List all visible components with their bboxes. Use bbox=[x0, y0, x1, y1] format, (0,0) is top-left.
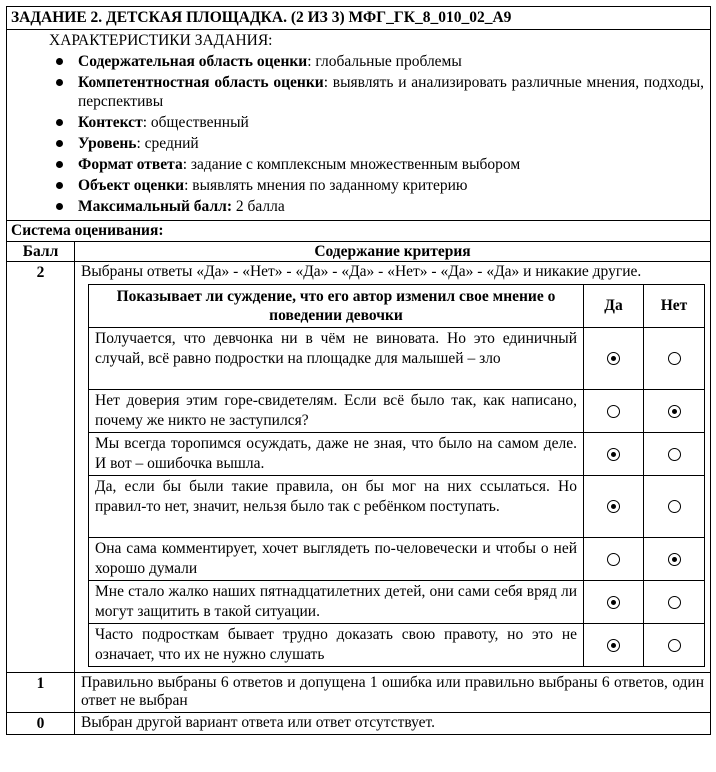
statement-text: Получается, что девчонка ни в чём не виновата. Но это единичный случай, всё равно подростки на площадке для малышей – зло bbox=[89, 328, 584, 390]
score-value: 0 bbox=[7, 713, 75, 735]
radio-no[interactable] bbox=[668, 352, 681, 365]
criterion-text: Выбран другой вариант ответа или ответ отсутствует. bbox=[75, 713, 711, 735]
characteristic-separator: : bbox=[184, 177, 189, 194]
answer-row bbox=[89, 433, 705, 476]
answer-row bbox=[89, 581, 705, 624]
characteristic-item bbox=[49, 134, 704, 153]
radio-no[interactable] bbox=[668, 596, 681, 609]
statement-text: Мы всегда торопимся осуждать, даже не зная, что было на самом деле. И вот – ошибочка вышла. bbox=[89, 433, 584, 476]
no-column-header: Нет bbox=[644, 285, 705, 328]
characteristic-label: Содержательная область оценки bbox=[78, 53, 308, 70]
characteristic-item bbox=[49, 73, 704, 111]
characteristic-label: Объект оценки bbox=[78, 177, 185, 194]
statement-text: Она сама комментирует, хочет выглядеть по-человечески и чтобы о ней хорошо думали bbox=[89, 538, 584, 581]
answer-yes-cell bbox=[584, 538, 644, 581]
answer-table-header: Показывает ли суждение, что его автор изменил свое мнение о поведении девочки bbox=[89, 285, 584, 328]
answer-no-cell bbox=[644, 538, 705, 581]
characteristic-value: 2 балла bbox=[232, 198, 285, 215]
characteristics-list bbox=[49, 52, 704, 216]
radio-yes-selected[interactable] bbox=[607, 639, 620, 652]
characteristic-separator: : bbox=[142, 114, 147, 131]
characteristic-value: средний bbox=[140, 135, 199, 152]
radio-no[interactable] bbox=[668, 639, 681, 652]
answer-no-cell bbox=[644, 390, 705, 433]
criterion-text: Выбраны ответы «Да» - «Нет» - «Да» - «Да» - «Нет» - «Да» - «Да» и никакие другие. bbox=[81, 263, 642, 280]
radio-no[interactable] bbox=[668, 500, 681, 513]
characteristic-item bbox=[49, 52, 704, 71]
answer-row bbox=[89, 538, 705, 581]
answer-no-cell bbox=[644, 624, 705, 667]
characteristics-heading: ХАРАКТЕРИСТИКИ ЗАДАНИЯ: bbox=[49, 32, 273, 49]
answer-no-cell bbox=[644, 581, 705, 624]
characteristic-label: Контекст bbox=[78, 114, 143, 131]
characteristic-value: выявлять и анализировать различные мнения, подходы, перспективы bbox=[78, 74, 705, 110]
criterion-text: Правильно выбраны 6 ответов и допущена 1 ошибка или правильно выбраны 6 ответов, один ответ не выбран bbox=[75, 673, 711, 713]
characteristic-label: Уровень bbox=[78, 135, 137, 152]
characteristic-label: Максимальный балл: bbox=[78, 198, 232, 215]
answer-no-cell bbox=[644, 328, 705, 390]
characteristic-item bbox=[49, 113, 704, 132]
radio-yes-selected[interactable] bbox=[607, 500, 620, 513]
answer-row bbox=[89, 390, 705, 433]
task-table bbox=[6, 6, 711, 735]
answer-yes-cell bbox=[584, 624, 644, 667]
answer-no-cell bbox=[644, 433, 705, 476]
statement-text: Мне стало жалко наших пятнадцатилетних детей, они сами себя вряд ли могут защитить в такой ситуации. bbox=[89, 581, 584, 624]
characteristic-value: глобальные проблемы bbox=[311, 53, 462, 70]
radio-yes-selected[interactable] bbox=[607, 596, 620, 609]
radio-no-selected[interactable] bbox=[668, 405, 681, 418]
yes-column-header: Да bbox=[584, 285, 644, 328]
characteristic-item bbox=[49, 176, 704, 195]
answer-yes-cell bbox=[584, 390, 644, 433]
radio-yes-selected[interactable] bbox=[607, 352, 620, 365]
statement-text: Нет доверия этим горе-свидетелям. Если всё было так, как написано, почему же никто не заступился? bbox=[89, 390, 584, 433]
answer-yes-cell bbox=[584, 581, 644, 624]
answer-yes-cell bbox=[584, 476, 644, 538]
criterion-cell bbox=[75, 262, 711, 673]
characteristic-separator: : bbox=[182, 156, 188, 173]
radio-no[interactable] bbox=[668, 448, 681, 461]
answer-row bbox=[89, 476, 705, 538]
characteristic-separator: : bbox=[307, 53, 312, 70]
characteristic-label: Формат ответа bbox=[78, 156, 183, 173]
characteristic-item bbox=[49, 155, 704, 174]
statement-text: Часто подросткам бывает трудно доказать свою правоту, но это не означает, что их не нужно слушать bbox=[89, 624, 584, 667]
characteristic-value: выявлять мнения по заданному критерию bbox=[188, 177, 468, 194]
radio-yes-selected[interactable] bbox=[607, 448, 620, 461]
radio-yes[interactable] bbox=[607, 405, 620, 418]
characteristics-section bbox=[7, 30, 711, 221]
statement-text: Да, если бы были такие правила, он бы мог на них ссылаться. Но правил-то нет, значит, нельзя было так с ребёнком поступать. bbox=[89, 476, 584, 538]
answer-yes-cell bbox=[584, 433, 644, 476]
score-value: 2 bbox=[7, 262, 75, 673]
content-column-header: Содержание критерия bbox=[75, 242, 711, 262]
characteristic-separator: : bbox=[136, 135, 141, 152]
characteristic-value: задание с комплексным множественным выбором bbox=[187, 156, 521, 173]
score-value: 1 bbox=[7, 673, 75, 713]
score-column-header: Балл bbox=[7, 242, 75, 262]
answer-no-cell bbox=[644, 476, 705, 538]
characteristic-separator: : bbox=[323, 74, 329, 91]
characteristic-value: общественный bbox=[147, 114, 249, 131]
radio-yes[interactable] bbox=[607, 553, 620, 566]
answer-row bbox=[89, 624, 705, 667]
radio-no-selected[interactable] bbox=[668, 553, 681, 566]
characteristic-item bbox=[49, 197, 704, 216]
answer-row bbox=[89, 328, 705, 390]
characteristic-label: Компетентностная область оценки bbox=[78, 74, 324, 91]
scoring-heading: Система оценивания: bbox=[7, 221, 711, 242]
answer-table bbox=[88, 284, 705, 667]
answer-yes-cell bbox=[584, 328, 644, 390]
task-title: ЗАДАНИЕ 2. ДЕТСКАЯ ПЛОЩАДКА. (2 ИЗ 3) МФГ_ГК_8_010_02_А9 bbox=[7, 7, 711, 30]
